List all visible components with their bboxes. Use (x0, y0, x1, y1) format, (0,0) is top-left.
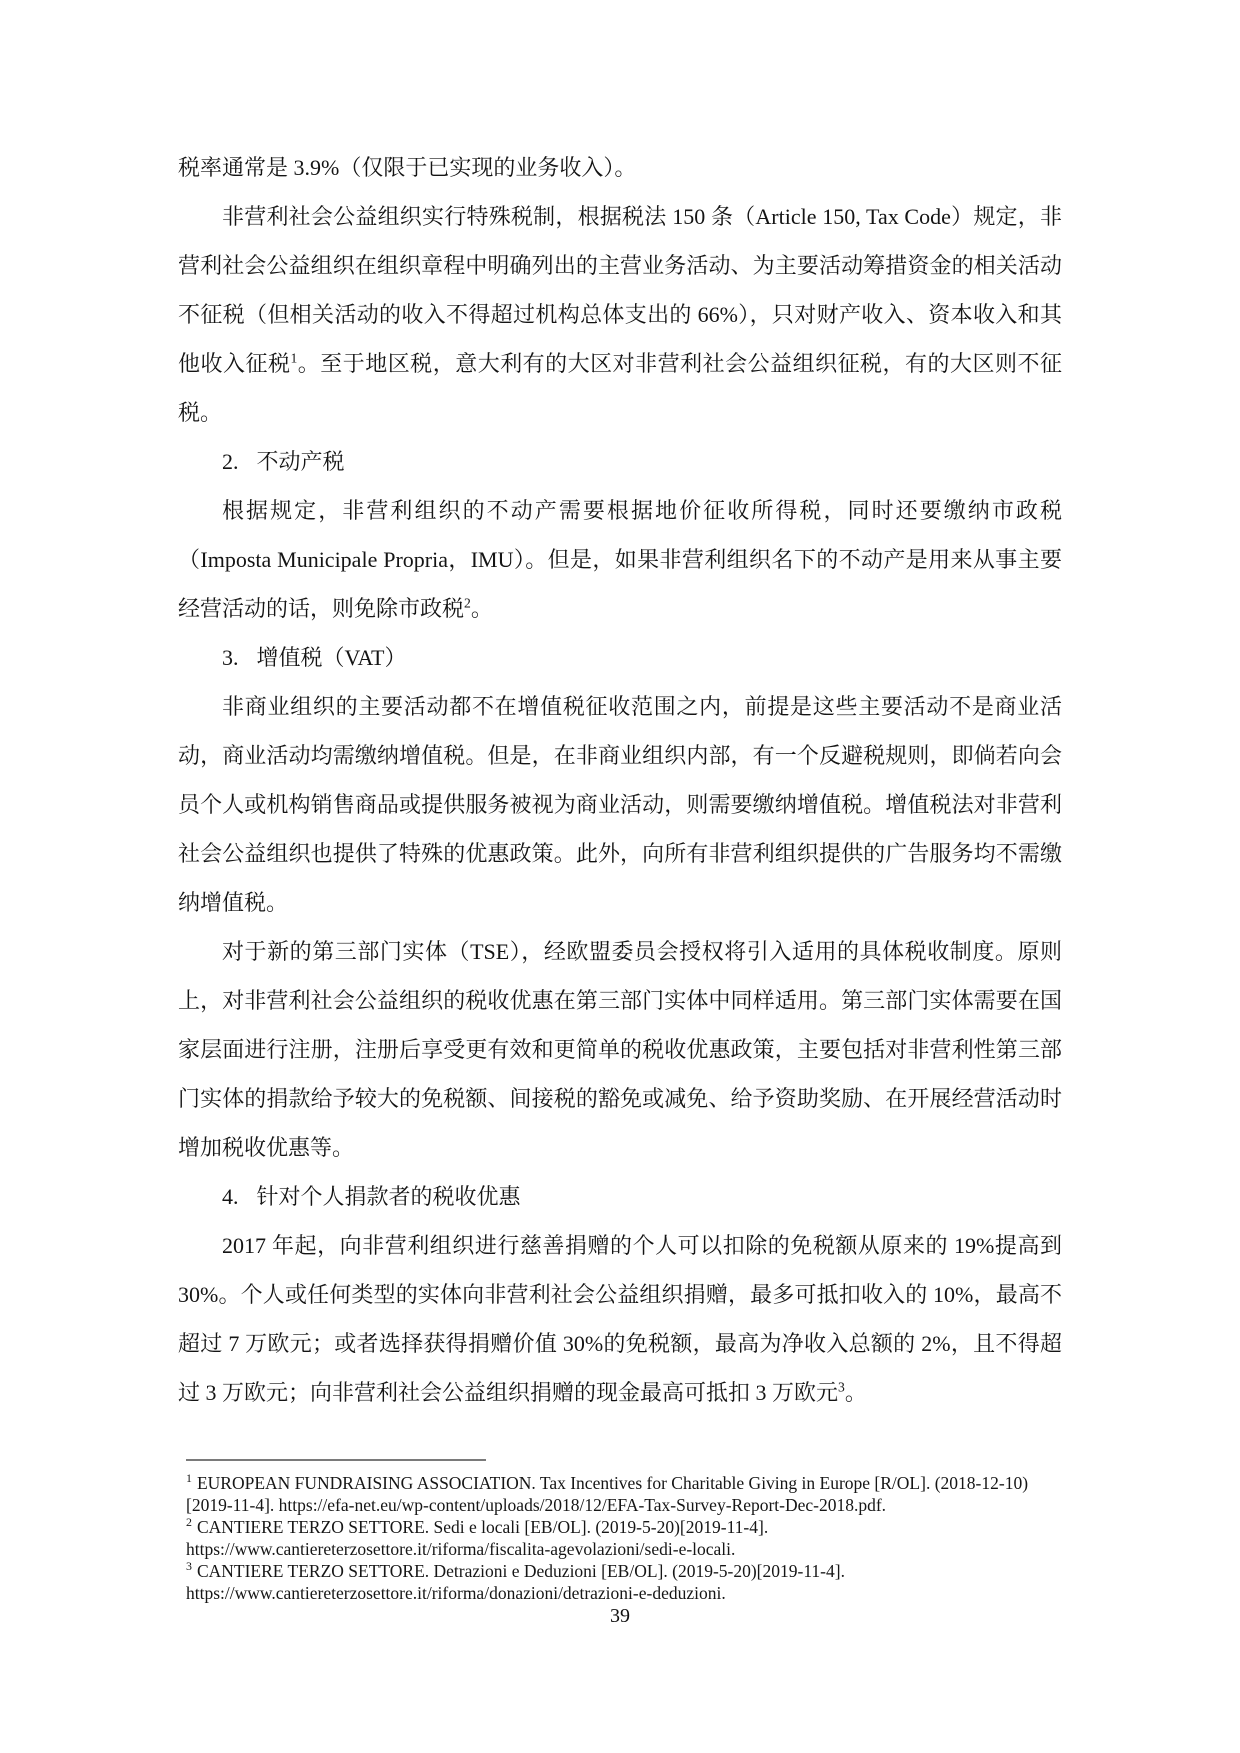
footnote-ref-1: 1 (290, 350, 298, 366)
footnote-text: CANTIERE TERZO SETTORE. Sedi e locali [EB/OL]. (2019-5-20)[2019-11-4]. https://www.cantiereterzosettore.it/riforma/fiscalita-agevolazioni/sedi-e-locali. (186, 1517, 769, 1559)
page-body (178, 143, 1062, 1417)
footnote-2 (186, 1516, 1062, 1560)
page-number: 39 (610, 1605, 630, 1627)
section-number: 2. (222, 449, 239, 474)
section-number: 4. (222, 1184, 239, 1209)
section-heading-property-tax (178, 437, 1062, 486)
paragraph-text: 。 (470, 596, 493, 621)
footnote-ref-2: 2 (464, 595, 471, 611)
section-title: 针对个人捐款者的税收优惠 (256, 1184, 521, 1209)
footnote-marker: 1 (186, 1471, 192, 1486)
section-heading-vat (178, 633, 1062, 682)
paragraph-tse: 对于新的第三部门实体（TSE），经欧盟委员会授权将引入适用的具体税收制度。原则上，对非营利社会公益组织的税收优惠在第三部门实体中同样适用。第三部门实体需要在国家层面进行注册，注册后享受更有效和更简单的税收优惠政策，主要包括对非营利性第三部门实体的捐款给予较大的免税额、间接税的豁免或减免、给予资助奖励、在开展经营活动时增加税收优惠等。 (178, 939, 1062, 1160)
section-number: 3. (222, 645, 239, 670)
paragraph-continuation: 税率通常是 3.9%（仅限于已实现的业务收入）。 (178, 155, 637, 180)
footnote-marker: 3 (186, 1559, 192, 1574)
footnote-separator (186, 1459, 486, 1461)
paragraph-text: 2017 年起，向非营利组织进行慈善捐赠的个人可以扣除的免税额从原来的 19%提高到30%。个人或任何类型的实体向非营利社会公益组织捐赠，最多可抵扣收入的 10%，最高不超过 7 万欧元；或者选择获得捐赠价值 30%的免税额，最高为净收入总额的 2%，且不得超过 3 万欧元；向非营利社会公益组织捐赠的现金最高可抵扣 3 万欧元 (178, 1233, 1062, 1405)
footnote-1 (186, 1472, 1062, 1516)
paragraph-individual-donors (178, 1221, 1062, 1417)
paragraph-text: 根据规定，非营利组织的不动产需要根据地价征收所得税，同时还要缴纳市政税（Imposta Municipale Propria，IMU）。但是，如果非营利组织名下的不动产是用来从事主要经营活动的话，则免除市政税 (178, 498, 1062, 621)
paragraph-property-tax (178, 486, 1062, 633)
paragraph-text: 。至于地区税，意大利有的大区对非营利社会公益组织征税，有的大区则不征税。 (178, 351, 1062, 425)
footnote-text: CANTIERE TERZO SETTORE. Detrazioni e Deduzioni [EB/OL]. (2019-5-20)[2019-11-4]. https://www.cantiereterzosettore.it/riforma/donazioni/detrazioni-e-deduzioni. (186, 1561, 845, 1603)
footnote-text: EUROPEAN FUNDRAISING ASSOCIATION. Tax Incentives for Charitable Giving in Europe [R/OL]. (2018-12-10)[2019-11-4]. https://efa-net.eu/wp-content/uploads/2018/12/EFA-Tax-Survey-Report-Dec-2018.pdf. (186, 1473, 1029, 1515)
paragraph-text: 非营利社会公益组织实行特殊税制，根据税法 150 条（Article 150, Tax Code）规定，非营利社会公益组织在组织章程中明确列出的主营业务活动、为主要活动筹措资金的相关活动不征税（但相关活动的收入不得超过机构总体支出的 66%），只对财产收入、资本收入和其他收入征税 (178, 204, 1062, 376)
footnote-3 (186, 1560, 1062, 1604)
paragraph-vat: 非商业组织的主要活动都不在增值税征收范围之内，前提是这些主要活动不是商业活动，商业活动均需缴纳增值税。但是，在非商业组织内部，有一个反避税规则，即倘若向会员个人或机构销售商品或提供服务被视为商业活动，则需要缴纳增值税。增值税法对非营利社会公益组织也提供了特殊的优惠政策。此外，向所有非营利组织提供的广告服务均不需缴纳增值税。 (178, 694, 1062, 915)
paragraph-text: 。 (844, 1380, 867, 1405)
paragraph-special-tax-regime (178, 192, 1062, 437)
section-heading-individual-donors (178, 1172, 1062, 1221)
footnotes-section (186, 1472, 1062, 1604)
footnote-ref-3: 3 (838, 1379, 845, 1395)
section-title: 增值税（VAT） (256, 645, 407, 670)
footnote-marker: 2 (186, 1515, 192, 1530)
section-title: 不动产税 (256, 449, 345, 474)
